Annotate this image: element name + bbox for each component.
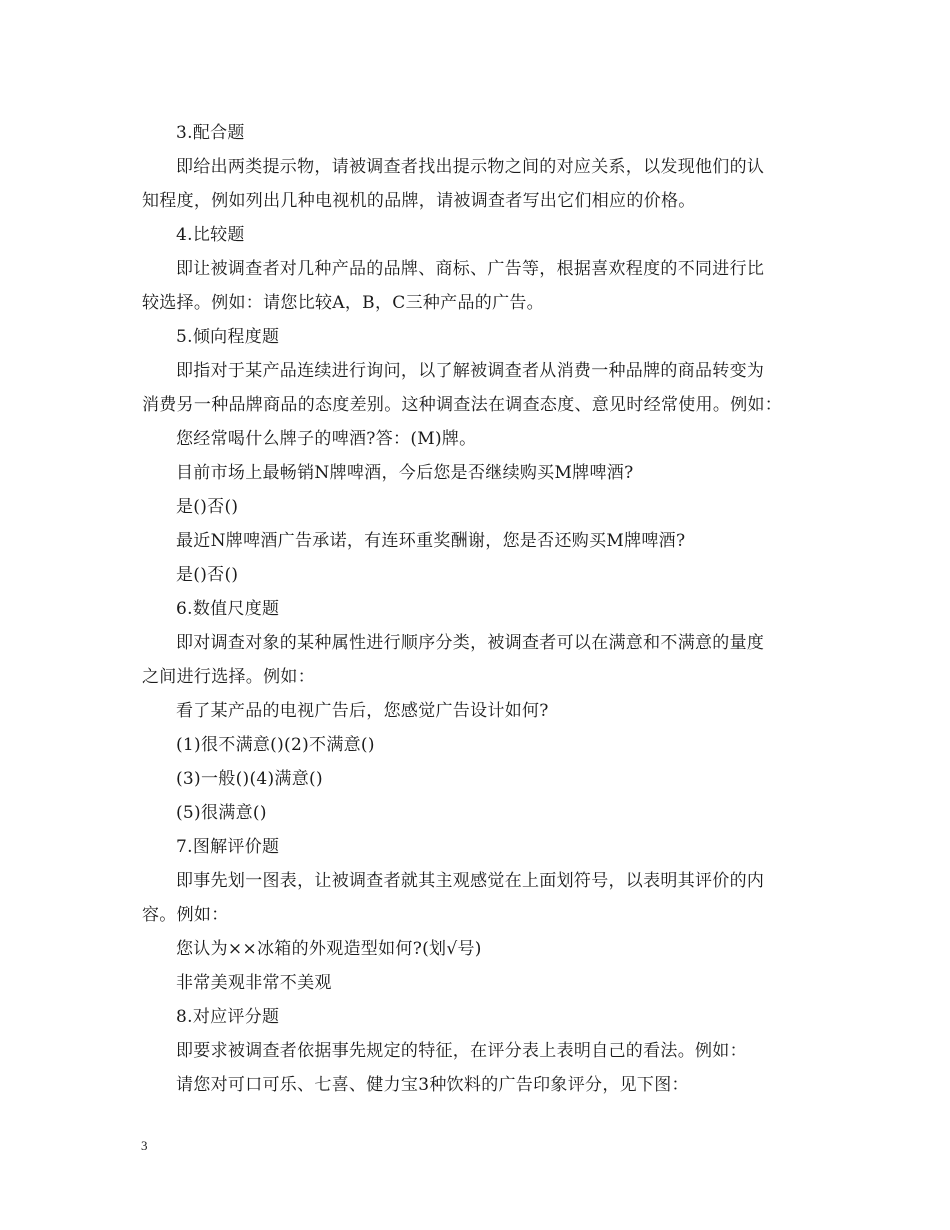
text-line: 目前市场上最畅销N牌啤酒，今后您是否继续购买M牌啤酒? (176, 463, 634, 483)
text-line: 请您对可口可乐、七喜、健力宝3种饮料的广告印象评分，见下图： (176, 1075, 689, 1095)
text-line: 您认为××冰箱的外观造型如何?(划√号) (176, 939, 482, 959)
text-line: 您经常喝什么牌子的啤酒?答：(M)牌。 (176, 429, 477, 449)
text-line: 非常美观非常不美观 (176, 973, 332, 993)
text-line: 5.倾向程度题 (176, 327, 280, 347)
text-line: 看了某产品的电视广告后，您感觉广告设计如何? (176, 701, 549, 721)
text-line: 最近N牌啤酒广告承诺，有连环重奖酬谢，您是否还购买M牌啤酒? (176, 531, 686, 551)
text-line: 是()否() (176, 565, 239, 585)
text-line: 6.数值尺度题 (176, 599, 280, 619)
text-line: 7.图解评价题 (176, 837, 280, 857)
text-line: 是()否() (176, 497, 239, 517)
text-line: 消费另一种品牌商品的态度差别。这种调查法在调查态度、意见时经常使用。例如： (142, 395, 783, 415)
text-line: 即给出两类提示物，请被调查者找出提示物之间的对应关系，以发现他们的认 (176, 157, 765, 177)
text-line: 3.配合题 (176, 123, 245, 143)
text-line: 之间进行选择。例如： (142, 667, 315, 687)
text-line: (3)一般()(4)满意() (176, 769, 323, 789)
text-line: 容。例如： (142, 905, 229, 925)
text-line: 知程度，例如列出几种电视机的品牌，请被调查者写出它们相应的价格。 (142, 191, 696, 211)
text-line: 即指对于某产品连续进行询问，以了解被调查者从消费一种品牌的商品转变为 (176, 361, 765, 381)
text-line: 较选择。例如：请您比较A，B，C三种产品的广告。 (142, 293, 544, 313)
text-line: 即对调查对象的某种属性进行顺序分类，被调查者可以在满意和不满意的量度 (176, 633, 765, 653)
text-line: 即要求被调查者依据事先规定的特征，在评分表上表明自己的看法。例如： (176, 1041, 747, 1061)
text-line: (1)很不满意()(2)不满意() (176, 735, 375, 755)
text-line: 即事先划一图表，让被调查者就其主观感觉在上面划符号，以表明其评价的内 (176, 871, 765, 891)
text-line: 4.比较题 (176, 225, 245, 245)
text-line: 8.对应评分题 (176, 1007, 280, 1027)
text-line: (5)很满意() (176, 803, 267, 823)
text-line: 即让被调查者对几种产品的品牌、商标、广告等，根据喜欢程度的不同进行比 (176, 259, 765, 279)
page-number: 3 (141, 1138, 148, 1153)
document-body (142, 116, 822, 1102)
